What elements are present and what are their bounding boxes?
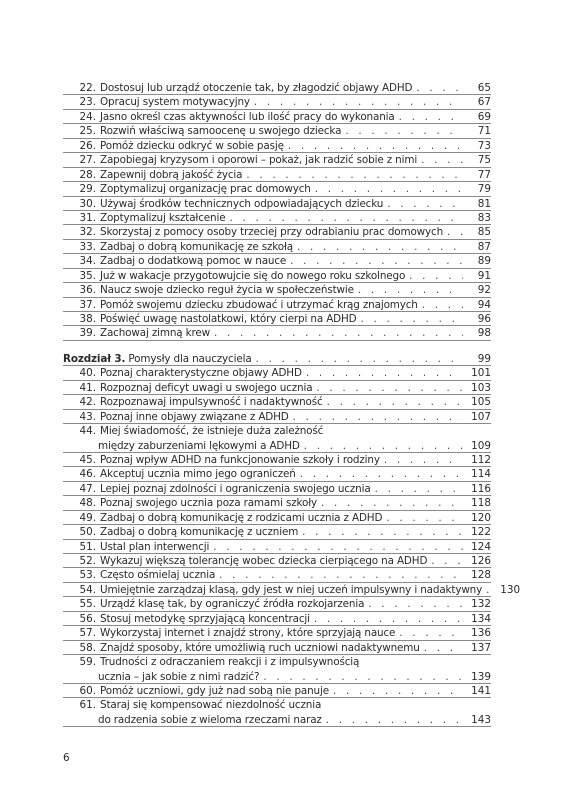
- entry-page-number: 112: [471, 453, 491, 466]
- entry-title: Pomóż uczniowi, gdy już nad sobą nie panuje: [100, 684, 329, 697]
- entry-number: 45.: [79, 453, 96, 466]
- dot-leader: [254, 95, 463, 109]
- toc-line: [63, 269, 491, 283]
- entry-title: Akceptuj ucznia mimo jego ograniczeń: [100, 468, 296, 481]
- entry-number: 53.: [79, 569, 96, 582]
- toc-line: [63, 381, 491, 395]
- entry-page-number: 103: [471, 381, 491, 394]
- entry-title: Wykazuj większą tolerancję wobec dziecka cierpiącego na ADHD: [100, 555, 428, 567]
- toc-entry: [63, 326, 491, 340]
- entry-title: Rozpoznaj deficyt uwagi u swojego ucznia: [100, 381, 313, 394]
- entry-number: 36.: [79, 284, 96, 297]
- entry-title: Urządź klasę tak, by ograniczyć źródła rozkojarzenia: [100, 598, 365, 611]
- toc-entry: [63, 453, 491, 467]
- dot-leader: [345, 124, 463, 138]
- toc-line: [63, 597, 491, 611]
- entry-page-number: 139: [471, 670, 491, 683]
- entry-title: Trudności z odraczaniem reakcji i z impulsywnością: [100, 656, 360, 669]
- entry-page-number: 94: [477, 298, 491, 311]
- toc-line: [63, 283, 491, 297]
- toc-entry: [63, 139, 491, 153]
- dot-leader: [316, 381, 463, 395]
- entry-number: 58.: [79, 641, 96, 654]
- dot-leader: [297, 240, 463, 254]
- entry-number: 39.: [79, 327, 96, 340]
- entry-number: 59.: [79, 656, 96, 669]
- entry-page-number: 87: [477, 240, 491, 253]
- toc-line: [63, 655, 491, 669]
- entry-number: 60.: [79, 684, 96, 697]
- toc-entry: [63, 568, 491, 582]
- toc-line: [63, 352, 491, 366]
- entry-page-number: 79: [477, 183, 491, 196]
- dot-leader: [486, 583, 492, 597]
- entry-number: 28.: [79, 168, 96, 181]
- toc-section-chapter-2: [63, 81, 491, 341]
- entry-title: Wykorzystaj internet i znajdź strony, które sprzyjają nauce: [100, 627, 396, 640]
- entry-page-number: 98: [477, 327, 491, 340]
- entry-title: Poświęć uwagę nastolatkowi, który cierpi na ADHD: [100, 313, 357, 325]
- entry-page-number: 73: [477, 139, 491, 152]
- toc-line: [63, 511, 491, 525]
- toc-entry: [63, 626, 491, 640]
- dot-leader: [290, 254, 463, 268]
- dot-leader: [447, 225, 463, 239]
- dot-leader: [315, 182, 463, 196]
- dot-leader: [431, 554, 463, 568]
- entry-number: 43.: [79, 410, 96, 423]
- toc-line: [63, 612, 491, 626]
- divider: [63, 340, 491, 341]
- toc-entry: [63, 410, 491, 424]
- toc-entry: [63, 684, 491, 698]
- entry-number: 51.: [79, 540, 96, 553]
- toc-line: [63, 410, 491, 424]
- entry-title: Poznaj swojego ucznia poza ramami szkoły: [100, 497, 318, 510]
- toc-entry: [63, 467, 491, 481]
- dot-leader: [288, 139, 463, 153]
- entry-number: 29.: [79, 183, 96, 196]
- entry-page-number: 132: [471, 598, 491, 611]
- entry-number: 47.: [79, 482, 96, 495]
- entry-number: 55.: [79, 598, 96, 611]
- entry-number: 50.: [79, 526, 96, 539]
- entry-page-number: 85: [477, 226, 491, 239]
- entry-title: Ustal plan interwencji: [100, 540, 210, 553]
- toc-entry: [63, 540, 491, 554]
- toc-entry: [63, 197, 491, 211]
- entry-number: 49.: [79, 511, 96, 524]
- entry-title: Miej świadomość, że istnieje duża zależność: [100, 425, 324, 438]
- entry-page-number: 143: [471, 713, 491, 726]
- toc-entry: [63, 182, 491, 196]
- toc-entry: [63, 95, 491, 109]
- entry-page-number: 114: [471, 468, 491, 481]
- entry-title: Zapewnij dobrą jakość życia: [100, 168, 243, 181]
- entry-number: 46.: [79, 468, 96, 481]
- toc-line: [63, 139, 491, 153]
- entry-title: Znajdź sposoby, które umożliwią ruch uczniowi nadaktywnemu: [100, 641, 420, 654]
- toc-line: [63, 298, 491, 312]
- entry-title: Dostosuj lub urządź otoczenie tak, by złagodzić objawy ADHD: [100, 82, 413, 94]
- toc-entry: [63, 395, 491, 409]
- entry-page-number: 101: [471, 367, 491, 380]
- entry-page-number: 137: [471, 641, 491, 654]
- toc-entry: [63, 269, 491, 283]
- chapter-label: Rozdział 3.: [63, 352, 126, 365]
- dot-leader: [399, 110, 463, 124]
- dot-leader: [321, 496, 463, 510]
- toc-line: [63, 583, 521, 597]
- toc-line: [63, 124, 491, 138]
- dot-leader: [326, 713, 463, 727]
- entry-title: Opracuj system motywacyjny: [100, 96, 250, 109]
- entry-number: 27.: [79, 154, 96, 167]
- chapter-name: Pomysły dla nauczyciela: [128, 352, 252, 365]
- entry-number: 33.: [79, 240, 96, 253]
- page-number: 6: [63, 752, 70, 764]
- dot-leader: [246, 168, 463, 182]
- toc-entry: [63, 283, 491, 297]
- entry-number: 38.: [79, 313, 96, 325]
- toc-line: [63, 326, 491, 340]
- entry-page-number: 128: [471, 569, 491, 582]
- entry-title: Staraj się kompensować niezdolność ucznia: [100, 699, 322, 712]
- toc-section-chapter-3: [63, 366, 521, 727]
- entry-page-number: 141: [471, 684, 491, 697]
- dot-leader: [422, 298, 463, 312]
- entry-title: Stosuj metodykę sprzyjającą koncentracji: [100, 612, 310, 625]
- entry-title: Lepiej poznaj zdolności i ograniczenia swojego ucznia: [100, 482, 371, 495]
- toc-entry: [63, 698, 491, 727]
- entry-title: Skorzystaj z pomocy osoby trzeciej przy odrabianiu prac domowych: [100, 226, 444, 239]
- dot-leader: [424, 641, 463, 655]
- toc-entry: [63, 153, 491, 167]
- entry-title: Pomóż dziecku odkryć w sobie pasję: [100, 139, 284, 152]
- toc-entry: [63, 124, 491, 138]
- dot-leader: [256, 352, 463, 366]
- dot-leader: [214, 326, 463, 340]
- toc-line: [63, 312, 491, 326]
- toc-line: [63, 670, 491, 684]
- dot-leader: [361, 312, 463, 326]
- entry-page-number: 118: [471, 497, 491, 510]
- dot-leader: [384, 453, 463, 467]
- entry-page-number: 89: [477, 255, 491, 268]
- entry-page-number: 122: [471, 526, 491, 539]
- toc-line: [63, 525, 491, 539]
- entry-page-number: 75: [477, 154, 491, 167]
- dot-leader: [213, 540, 463, 554]
- entry-page-number: 67: [477, 96, 491, 109]
- toc-line: [63, 698, 491, 712]
- entry-number: 23.: [79, 96, 96, 109]
- entry-title: Zachowaj zimną krew: [100, 327, 211, 340]
- entry-title: Zoptymalizuj organizację prac domowych: [100, 183, 311, 196]
- toc-line: [63, 554, 491, 568]
- entry-title: Rozpoznawaj impulsywność i nadaktywność: [100, 396, 323, 409]
- toc-entry: [63, 298, 491, 312]
- toc-line: [63, 641, 491, 655]
- entry-page-number: 96: [477, 313, 491, 325]
- dot-leader: [300, 467, 463, 481]
- toc-line: [63, 467, 491, 481]
- entry-title: Poznaj wpływ ADHD na funkcjonowanie szkoły i rodziny: [100, 453, 380, 466]
- toc-line: [63, 482, 491, 496]
- toc-line: [63, 568, 491, 582]
- entry-number: 37.: [79, 298, 96, 311]
- toc-entry: [63, 655, 491, 684]
- toc-line: [63, 211, 491, 225]
- toc-entry: [63, 424, 491, 453]
- toc-line: [63, 182, 491, 196]
- dot-leader: [387, 197, 463, 211]
- toc-line: [63, 424, 491, 438]
- toc-entry: [63, 225, 491, 239]
- entry-number: 30.: [79, 197, 96, 210]
- toc-entry: [63, 583, 521, 597]
- entry-page-number: 136: [471, 627, 491, 640]
- entry-number: 24.: [79, 110, 96, 123]
- dot-leader: [229, 211, 463, 225]
- dot-leader: [263, 670, 463, 684]
- entry-number: 44.: [79, 425, 96, 438]
- entry-title: Zoptymalizuj kształcenie: [100, 211, 226, 224]
- entry-page-number: 107: [471, 410, 491, 423]
- entry-title: Często ośmielaj ucznia: [100, 569, 216, 582]
- dot-leader: [368, 597, 463, 611]
- entry-title: Jasno określ czas aktywności lub ilość pracy do wykonania: [100, 110, 395, 123]
- entry-title: Używaj środków technicznych odpowiadających dziecku: [100, 197, 384, 210]
- entry-page-number: 124: [471, 540, 491, 553]
- entry-page-number: 69: [477, 110, 491, 123]
- entry-title: Już w wakacje przygotowujcie się do nowego roku szkolnego: [100, 269, 406, 282]
- entry-title: Poznaj charakterystyczne objawy ADHD: [100, 367, 302, 380]
- entry-page-number: 120: [471, 511, 491, 524]
- dot-leader: [375, 482, 463, 496]
- dot-leader: [314, 612, 463, 626]
- dot-leader: [386, 511, 463, 525]
- toc-entry: [63, 110, 491, 124]
- dot-leader: [306, 366, 463, 380]
- toc-line: [63, 453, 491, 467]
- toc-line: [63, 626, 491, 640]
- toc-line: [63, 254, 491, 268]
- entry-page-number: 109: [471, 439, 491, 452]
- entry-number: 34.: [79, 255, 96, 268]
- toc-entry: [63, 554, 491, 568]
- toc-line: [63, 366, 491, 380]
- entry-title: do radzenia sobie z wieloma rzeczami naraz: [98, 713, 322, 726]
- divider: [63, 726, 491, 727]
- toc-entry: [63, 366, 491, 380]
- toc-line: [63, 713, 491, 727]
- toc-entry: [63, 612, 491, 626]
- entry-number: 22.: [79, 82, 96, 94]
- entry-page-number: 130: [500, 583, 521, 596]
- entry-title: ucznia – jak sobie z nimi radzić?: [98, 670, 260, 683]
- entry-page-number: 65: [477, 82, 491, 94]
- entry-title: Rozwiń właściwą samoocenę u swojego dziecka: [100, 125, 342, 138]
- toc-entry: [63, 240, 491, 254]
- dot-leader: [333, 684, 463, 698]
- dot-leader: [358, 283, 463, 297]
- toc-entry: [63, 211, 491, 225]
- entry-title: Umiejętnie zarządzaj klasą, gdy jest w niej uczeń impulsywny i nadaktywny: [100, 583, 483, 596]
- entry-title: Poznaj inne objawy związane z ADHD: [100, 410, 289, 423]
- entry-title: między zaburzeniami lękowymi a ADHD: [98, 439, 300, 452]
- entry-page-number: 91: [477, 269, 491, 282]
- entry-number: 41.: [79, 381, 96, 394]
- entry-number: 25.: [79, 125, 96, 138]
- toc-line: [63, 95, 491, 109]
- toc-entry: [63, 254, 491, 268]
- entry-title: Naucz swoje dziecko reguł życia w społeczeństwie: [100, 284, 354, 297]
- entry-page-number: 71: [477, 125, 491, 138]
- chapter-title: [63, 352, 252, 366]
- table-of-contents: [63, 81, 521, 727]
- entry-number: 40.: [79, 367, 96, 380]
- entry-page-number: 126: [471, 555, 491, 567]
- entry-title: Zadbaj o dobrą komunikację z rodzicami ucznia z ADHD: [100, 511, 383, 524]
- toc-line: [63, 439, 491, 453]
- entry-number: 61.: [79, 699, 96, 712]
- entry-number: 52.: [79, 555, 96, 567]
- toc-entry: [63, 641, 491, 655]
- entry-number: 32.: [79, 226, 96, 239]
- entry-title: Zadbaj o dodatkową pomoc w nauce: [100, 255, 287, 268]
- dot-leader: [327, 395, 463, 409]
- entry-number: 42.: [79, 396, 96, 409]
- toc-entry: [63, 81, 491, 95]
- entry-number: 56.: [79, 612, 96, 625]
- entry-page-number: 83: [477, 211, 491, 224]
- entry-title: Zadbaj o dobrą komunikację z uczniem: [100, 526, 299, 539]
- toc-entry: [63, 525, 491, 539]
- dot-leader: [416, 81, 463, 95]
- toc-line: [63, 81, 491, 95]
- entry-number: 48.: [79, 497, 96, 510]
- toc-line: [63, 168, 491, 182]
- entry-number: 54.: [79, 583, 96, 596]
- entry-title: Pomóż swojemu dziecku zbudować i utrzymać krąg znajomych: [100, 298, 418, 311]
- entry-number: 57.: [79, 627, 96, 640]
- toc-line: [63, 240, 491, 254]
- dot-leader: [304, 439, 463, 453]
- chapter-page-number: 99: [477, 352, 491, 365]
- entry-number: 35.: [79, 269, 96, 282]
- toc-line: [63, 395, 491, 409]
- dot-leader: [409, 269, 463, 283]
- dot-leader: [421, 153, 463, 167]
- toc-line: [63, 540, 491, 554]
- entry-page-number: 92: [477, 284, 491, 297]
- entry-title: Zapobiegaj kryzysom i oporowi – pokaż, jak radzić sobie z nimi: [100, 154, 418, 167]
- toc-chapter-heading: [63, 352, 491, 366]
- entry-page-number: 134: [471, 612, 491, 625]
- toc-entry: [63, 381, 491, 395]
- entry-page-number: 81: [477, 197, 491, 210]
- entry-title: Zadbaj o dobrą komunikację ze szkołą: [100, 240, 294, 253]
- toc-line: [63, 153, 491, 167]
- toc-line: [63, 197, 491, 211]
- entry-number: 26.: [79, 139, 96, 152]
- toc-entry: [63, 496, 491, 510]
- toc-entry: [63, 312, 491, 326]
- entry-page-number: 77: [477, 168, 491, 181]
- entry-page-number: 105: [471, 396, 491, 409]
- toc-entry: [63, 597, 491, 611]
- dot-leader: [219, 568, 463, 582]
- toc-line: [63, 496, 491, 510]
- dot-leader: [302, 525, 463, 539]
- toc-line: [63, 225, 491, 239]
- toc-entry: [63, 511, 491, 525]
- toc-line: [63, 684, 491, 698]
- toc-line: [63, 110, 491, 124]
- toc-entry: [63, 482, 491, 496]
- entry-number: 31.: [79, 211, 96, 224]
- dot-leader: [399, 626, 463, 640]
- dot-leader: [293, 410, 463, 424]
- entry-page-number: 116: [471, 482, 491, 495]
- toc-entry: [63, 168, 491, 182]
